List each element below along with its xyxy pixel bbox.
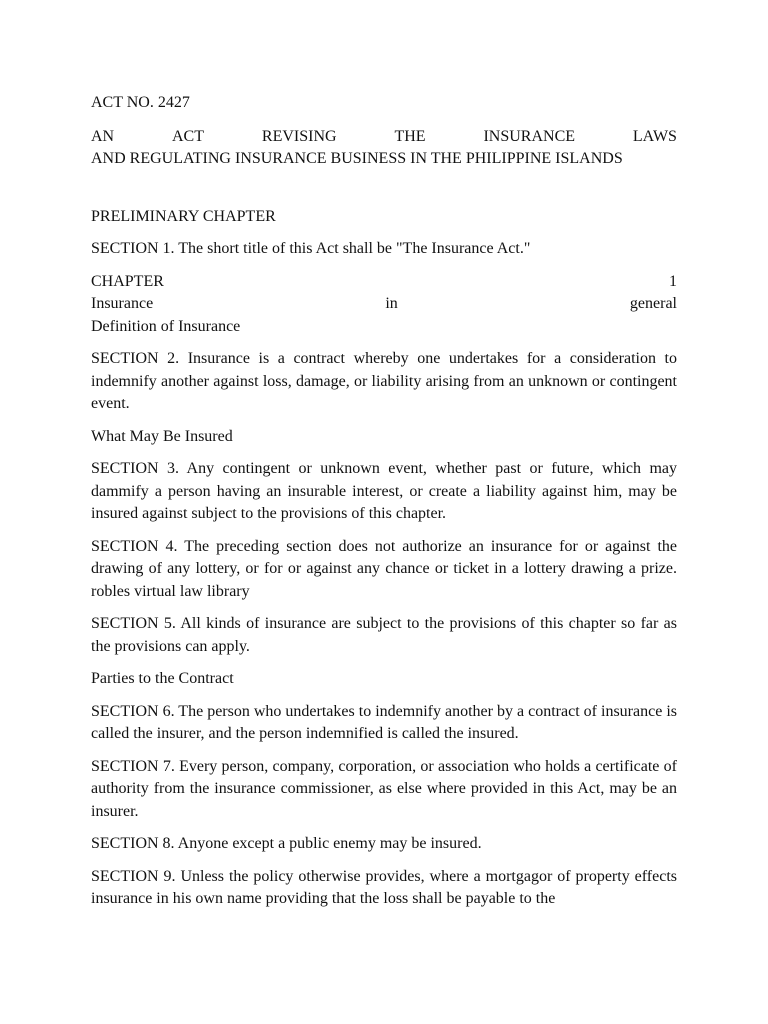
what-may-be-insured-heading: What May Be Insured xyxy=(91,427,233,445)
chapter-number: 1 xyxy=(669,272,677,290)
title-word: AN xyxy=(91,127,115,145)
chapter-heading-block xyxy=(91,271,677,339)
section-6: SECTION 6. The person who undertakes to indemnify another by a contract of insurance is called the insurer, and the person indemnified is called the insured. xyxy=(91,702,677,742)
definition-heading: Definition of Insurance xyxy=(91,317,241,335)
chapter-subtitle-word: Insurance xyxy=(91,295,154,312)
chapter-subtitle-word: in xyxy=(385,295,398,312)
document-content xyxy=(91,92,677,911)
act-title-line-2: AND REGULATING INSURANCE BUSINESS IN THE PHILIPPINE ISLANDS xyxy=(91,150,623,167)
act-number: ACT NO. 2427 xyxy=(91,94,190,111)
title-word: ACT xyxy=(172,127,204,145)
title-word: REVISING xyxy=(261,127,337,145)
section-7: SECTION 7. Every person, company, corporation, or association who holds a certificate of authority from the insurance commissioner, as else where provided in this Act, may be an insurer. xyxy=(91,757,677,820)
section-3: SECTION 3. Any contingent or unknown event, whether past or future, which may dammify a person having an insurable interest, or create a liability against him, may be insured against subject to the provisions of this chapter. xyxy=(91,460,677,522)
title-word: LAWS xyxy=(632,127,677,145)
chapter-subtitle-word: general xyxy=(629,295,677,312)
act-title-line-1 xyxy=(91,126,677,149)
title-word: INSURANCE xyxy=(483,127,576,145)
act-title xyxy=(91,126,677,171)
section-2: SECTION 2. Insurance is a contract whereby one undertakes for a consideration to indemnify another against loss, damage, or liability arising from an unknown or contingent event. xyxy=(91,350,677,412)
chapter-heading xyxy=(91,271,677,294)
chapter-label: CHAPTER xyxy=(91,272,164,290)
section-5: SECTION 5. All kinds of insurance are subject to the provisions of this chapter so far as the provisions can apply. xyxy=(91,615,677,655)
section-9: SECTION 9. Unless the policy otherwise provides, where a mortgagor of property effects insurance in his own name providing that the loss shall be payable to the xyxy=(91,867,677,907)
parties-heading: Parties to the Contract xyxy=(91,670,234,687)
chapter-subtitle xyxy=(91,293,677,316)
preliminary-chapter-heading: PRELIMINARY CHAPTER xyxy=(91,207,276,225)
title-word: THE xyxy=(394,127,426,145)
section-1: SECTION 1. The short title of this Act shall be "The Insurance Act." xyxy=(91,240,531,257)
section-8: SECTION 8. Anyone except a public enemy may be insured. xyxy=(91,835,482,852)
section-4: SECTION 4. The preceding section does not authorize an insurance for or against the drawing of any lottery, or for or against any chance or ticket in a lottery drawing a prize. robles virtual law library xyxy=(91,537,677,600)
